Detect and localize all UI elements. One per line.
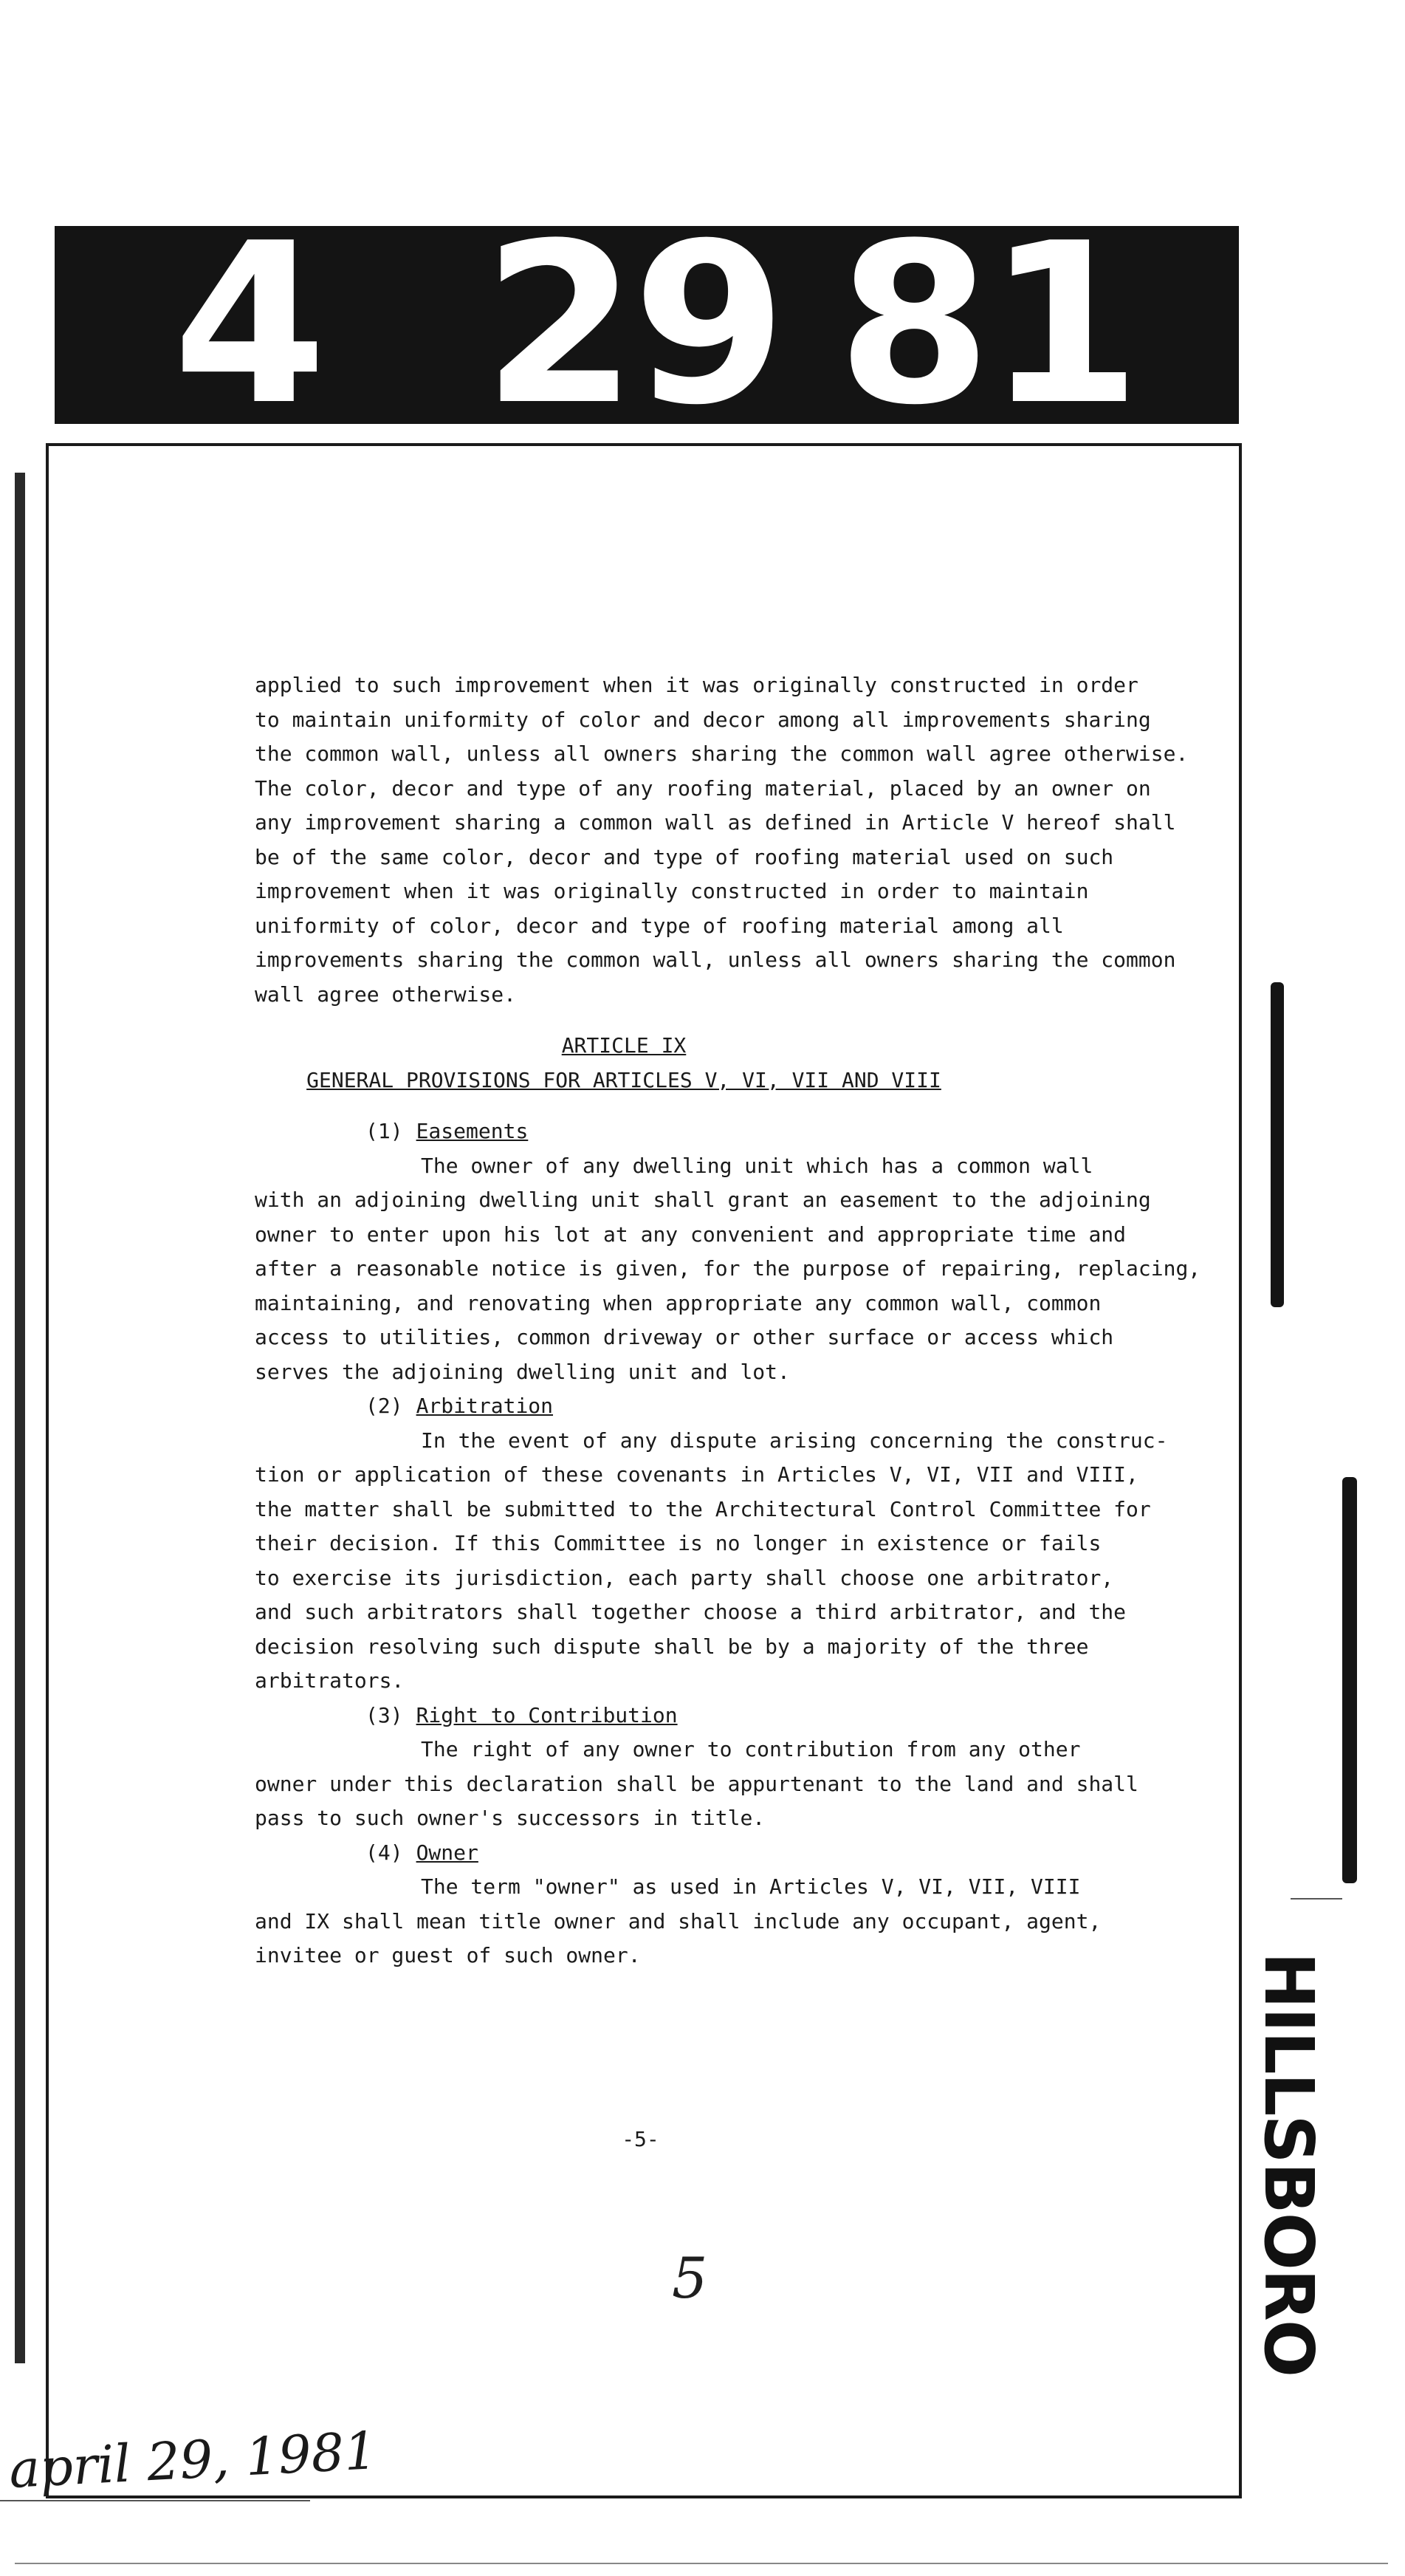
banner-month: 4 [173, 196, 323, 453]
body-line: to exercise its jurisdiction, each party shall choose one arbitrator, [255, 1565, 1114, 1590]
handwritten-date: april 29, 1981 [7, 2420, 379, 2500]
section-number: (2) [365, 1394, 403, 1418]
body-line: applied to such improvement when it was originally constructed in order [255, 673, 1138, 697]
section-number: (3) [365, 1702, 403, 1727]
body-line: The color, decor and type of any roofing material, placed by an owner on [255, 775, 1151, 801]
page-number: -5- [622, 2127, 659, 2151]
article-number: ARTICLE IX [561, 1033, 687, 1058]
body-line: arbitrators. [255, 1668, 405, 1693]
margin-bar [1342, 1477, 1357, 1883]
article-title: GENERAL PROVISIONS FOR ARTICLES V, VI, VII AND VIII [306, 1067, 941, 1092]
body-line: owner under this declaration shall be appurtenant to the land and shall [255, 1771, 1138, 1796]
body-line: uniformity of color, decor and type of roofing material among all [255, 913, 1064, 938]
body-line: and such arbitrators shall together choose a third arbitrator, and the [255, 1600, 1127, 1624]
body-line: any improvement sharing a common wall as defined in Article V hereof shall [255, 810, 1176, 835]
body-line: their decision. If this Committee is no longer in existence or fails [255, 1531, 1102, 1555]
section-title: Arbitration [416, 1394, 554, 1418]
side-stamp [1248, 1942, 1329, 2385]
side-stamp-text: HILLSBORO [1249, 1951, 1328, 2377]
margin-bar [1271, 982, 1284, 1307]
body-line: wall agree otherwise. [255, 982, 517, 1007]
section-heading [255, 1699, 1141, 1733]
section-title: Owner [416, 1840, 478, 1865]
body-line: to maintain uniformity of color and decor among all improvements sharing [255, 707, 1151, 732]
body-line: serves the adjoining dwelling unit and lot. [255, 1359, 790, 1384]
body-line: the common wall, unless all owners sharing the common wall agree otherwise. [255, 741, 1189, 766]
section-number: (4) [365, 1840, 403, 1865]
body-line: the matter shall be submitted to the Architectural Control Committee for [255, 1496, 1151, 1521]
body-line: tion or application of these covenants in Articles V, VI, VII and VIII, [255, 1462, 1138, 1487]
handwritten-mark: 5 [672, 2245, 708, 2311]
body-line: The owner of any dwelling unit which has a common wall [421, 1153, 1093, 1178]
section-heading [255, 1389, 1141, 1424]
section-number: (1) [365, 1119, 403, 1143]
body-line: maintaining, and renovating when appropriate any common wall, common [255, 1290, 1102, 1315]
body-line: The right of any owner to contribution from any other [421, 1737, 1081, 1761]
body-line: improvement when it was originally constructed in order to maintain [255, 879, 1089, 903]
body-line: after a reasonable notice is given, for the purpose of repairing, replacing, [255, 1256, 1201, 1281]
body-line: be of the same color, decor and type of roofing material used on such [255, 844, 1114, 869]
section-heading [255, 1114, 1141, 1149]
body-line: In the event of any dispute arising concerning the construc- [421, 1428, 1168, 1453]
section-title: Easements [416, 1119, 529, 1143]
section-title: Right to Contribution [416, 1702, 678, 1727]
body-line: improvements sharing the common wall, unless all owners sharing the common [255, 948, 1176, 972]
body-line: The term "owner" as used in Articles V, VI, VII, VIII [421, 1874, 1081, 1899]
body-line: owner to enter upon his lot at any convenient and appropriate time and [255, 1222, 1127, 1247]
section-heading [255, 1836, 1141, 1871]
banner-day: 29 [483, 196, 783, 453]
document-body [255, 668, 1201, 1973]
scan-edge [15, 473, 25, 2363]
margin-rule [1291, 1898, 1342, 1900]
scan-rule [0, 2500, 310, 2501]
body-line: decision resolving such dispute shall be by a majority of the three [255, 1634, 1089, 1659]
date-banner [55, 196, 1239, 453]
body-line: access to utilities, common driveway or other surface or access which [255, 1325, 1114, 1349]
body-line: pass to such owner's successors in title. [255, 1806, 766, 1830]
body-line: and IX shall mean title owner and shall include any occupant, agent, [255, 1908, 1102, 1933]
banner-year: 81 [837, 196, 1137, 453]
body-line: with an adjoining dwelling unit shall grant an easement to the adjoining [255, 1188, 1151, 1212]
scan-rule [15, 2563, 1388, 2564]
body-line: invitee or guest of such owner. [255, 1943, 641, 1967]
